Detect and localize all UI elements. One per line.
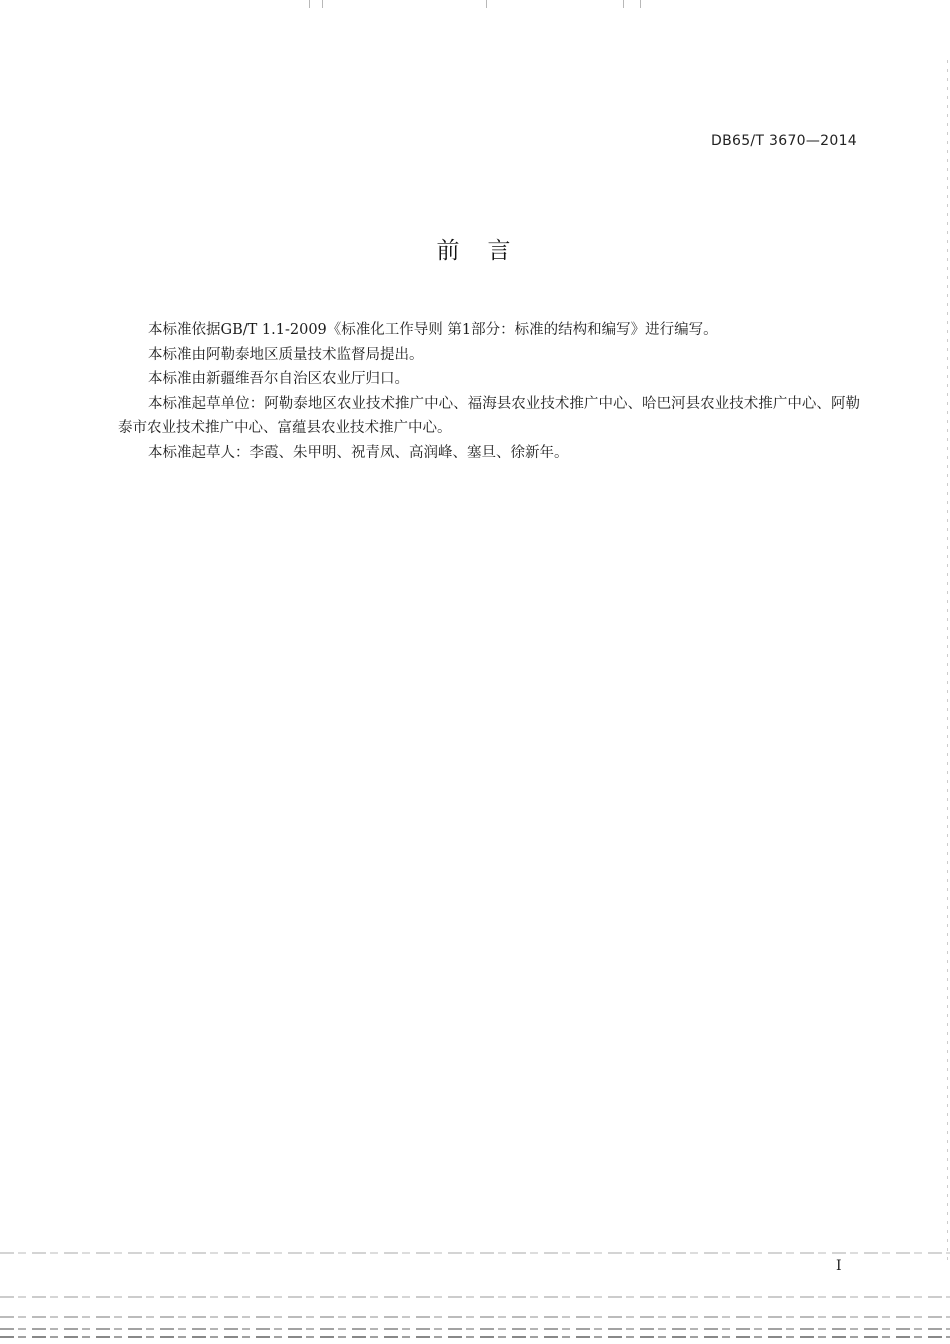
page-title: 前言 [436,238,539,264]
scan-artifact [0,1296,950,1298]
paragraph-drafters: 本标准起草人：李霞、朱甲明、祝青凤、高润峰、塞旦、徐新年。 [148,444,569,461]
paragraph-proposer: 本标准由阿勒泰地区质量技术监督局提出。 [148,346,424,363]
scan-artifact [0,1336,950,1338]
standard-code: DB65/T 3670—2014 [711,133,857,149]
scan-artifact [0,1316,950,1318]
scan-artifact [640,0,641,8]
paragraph-drafting-units: 本标准起草单位：阿勒泰地区农业技术推广中心、福海县农业技术推广中心、哈巴河县农业技术推广中心、阿勒泰市农业技术推广中心、富蕴县农业技术推广中心。 [118,395,860,436]
scan-artifact [0,1252,950,1254]
scan-artifact [309,0,310,8]
foreword-body [118,318,860,465]
scan-artifact [623,0,624,8]
scan-artifact [0,1328,950,1330]
paragraph-administrator: 本标准由新疆维吾尔自治区农业厅归口。 [148,371,409,387]
scan-artifact [322,0,323,8]
scan-artifact [486,0,487,8]
page-number: I [836,1258,842,1274]
paragraph-basis: 本标准依据GB/T 1.1-2009《标准化工作导则 第1部分：标准的结构和编写》进行编写。 [148,322,718,338]
